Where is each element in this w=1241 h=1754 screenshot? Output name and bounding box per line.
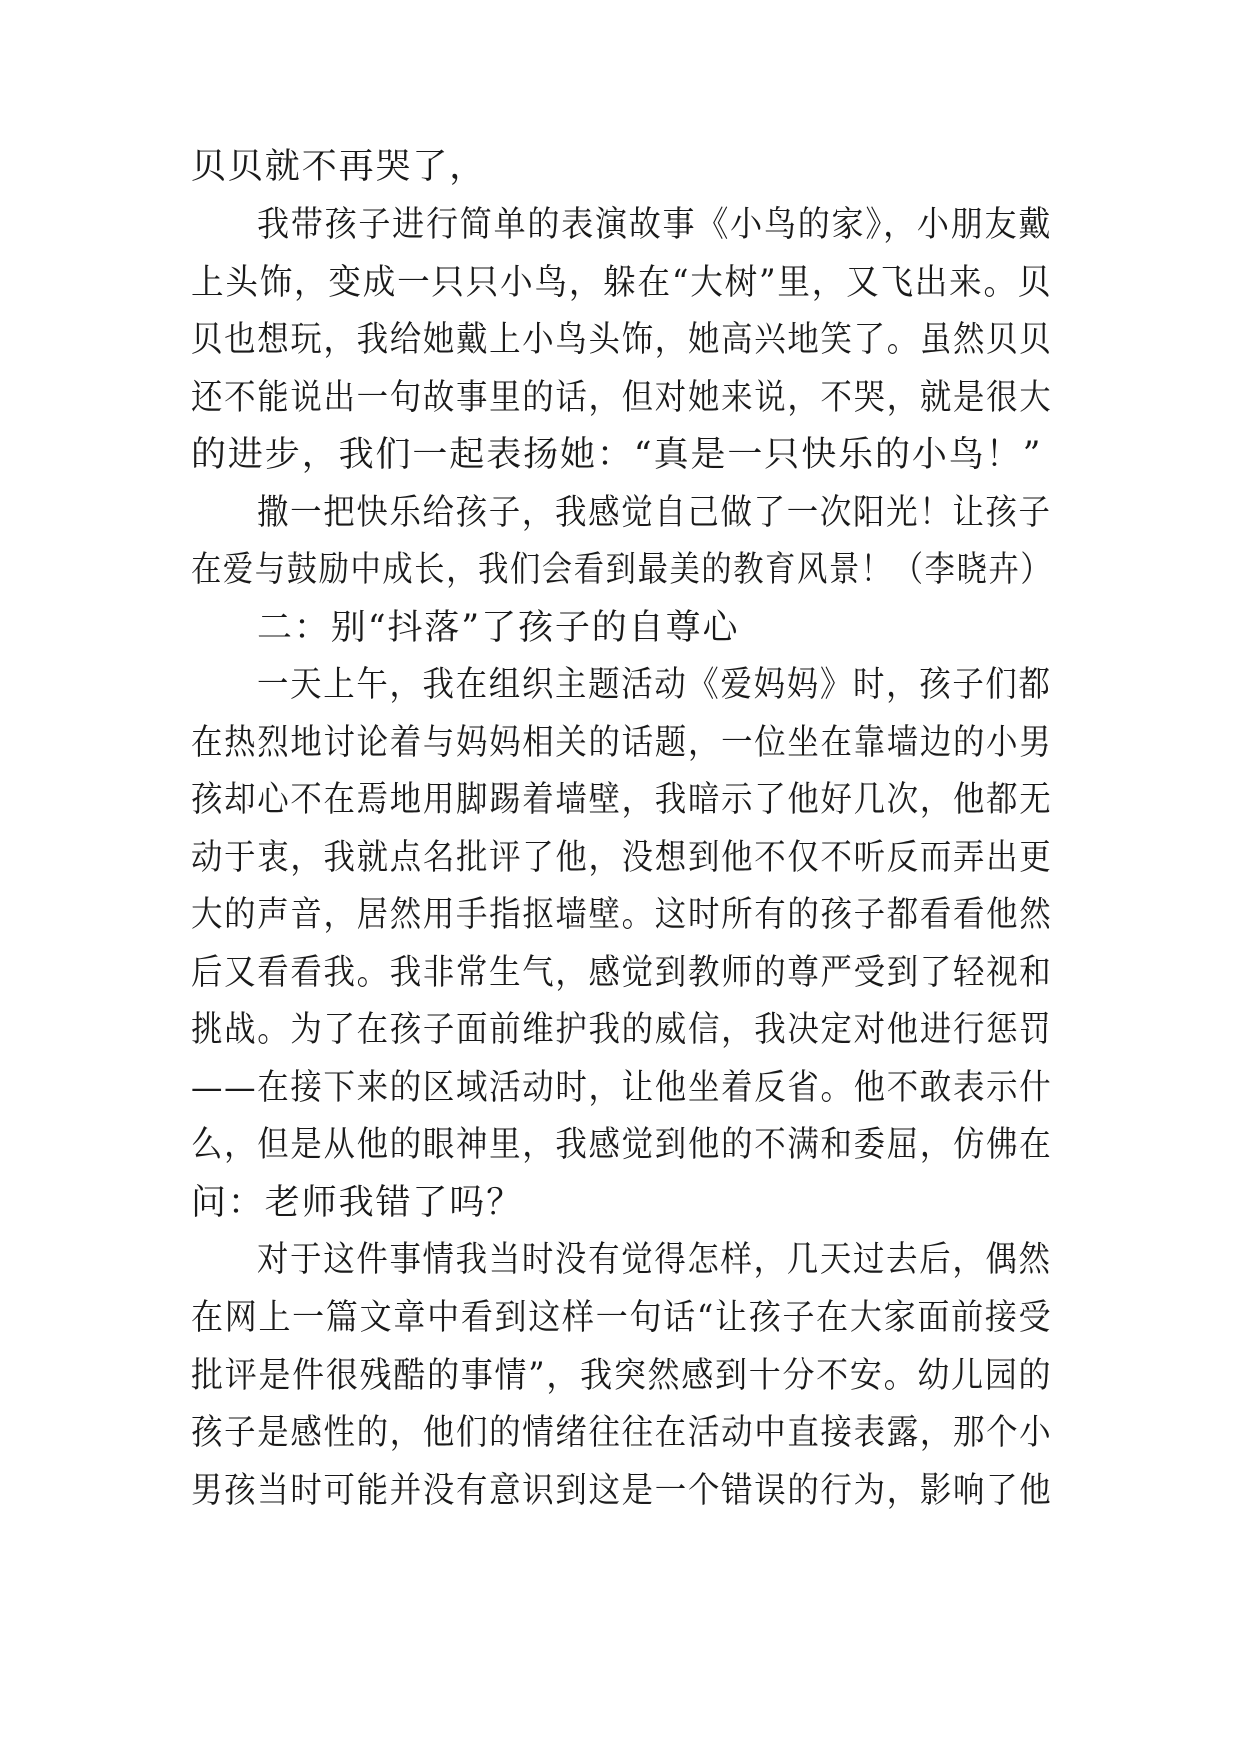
- text-line: 么，但是从他的眼神里，我感觉到他的不满和委屈，仿佛在: [191, 1125, 1053, 1165]
- text-line: 在爱与鼓励中成长，我们会看到最美的教育风景！（李晓卉）: [191, 550, 1053, 590]
- text-line: 动于衷，我就点名批评了他，没想到他不仅不听反而弄出更: [191, 838, 1053, 878]
- text-line: 批评是件很残酷的事情”，我突然感到十分不安。幼儿园的: [191, 1356, 1053, 1396]
- paragraph-start-line: 我带孩子进行简单的表演故事《小鸟的家》，小朋友戴: [257, 205, 1053, 245]
- text-line: 贝贝就不再哭了，: [191, 147, 487, 187]
- text-line: 在热烈地讨论着与妈妈相关的话题，一位坐在靠墙边的小男: [191, 723, 1053, 763]
- paragraph-start-line: 对于这件事情我当时没有觉得怎样，几天过去后，偶然: [257, 1240, 1052, 1280]
- text-line: 贝也想玩，我给她戴上小鸟头饰，她高兴地笑了。虽然贝贝: [191, 320, 1053, 360]
- paragraph-start-line: 撒一把快乐给孩子，我感觉自己做了一次阳光！让孩子: [257, 493, 1052, 533]
- text-line: 的进步，我们一起表扬她：“真是一只快乐的小鸟！”: [191, 435, 1043, 475]
- text-line: 在网上一篇文章中看到这样一句话“让孩子在大家面前接受: [191, 1298, 1053, 1338]
- text-line: 大的声音，居然用手指抠墙壁。这时所有的孩子都看看他然: [191, 895, 1053, 935]
- text-line: ——在接下来的区域活动时，让他坐着反省。他不敢表示什: [191, 1068, 1053, 1108]
- text-line: 后又看看我。我非常生气，感觉到教师的尊严受到了轻视和: [191, 953, 1053, 993]
- text-line: 男孩当时可能并没有意识到这是一个错误的行为，影响了他: [191, 1471, 1053, 1511]
- text-line: 挑战。为了在孩子面前维护我的威信，我决定对他进行惩罚: [191, 1010, 1053, 1050]
- text-line: 问：老师我错了吗？: [191, 1183, 524, 1223]
- section-heading: 二：别“抖落”了孩子的自尊心: [257, 608, 740, 648]
- text-line: 孩却心不在焉地用脚踢着墙壁，我暗示了他好几次，他都无: [191, 780, 1053, 820]
- text-line: 还不能说出一句故事里的话，但对她来说，不哭，就是很大: [191, 378, 1053, 418]
- text-line: 上头饰，变成一只只小鸟，躲在“大树”里，又飞出来。贝: [191, 263, 1053, 303]
- paragraph-start-line: 一天上午，我在组织主题活动《爱妈妈》时，孩子们都: [257, 665, 1052, 705]
- text-line: 孩子是感性的，他们的情绪往往在活动中直接表露，那个小: [191, 1413, 1053, 1453]
